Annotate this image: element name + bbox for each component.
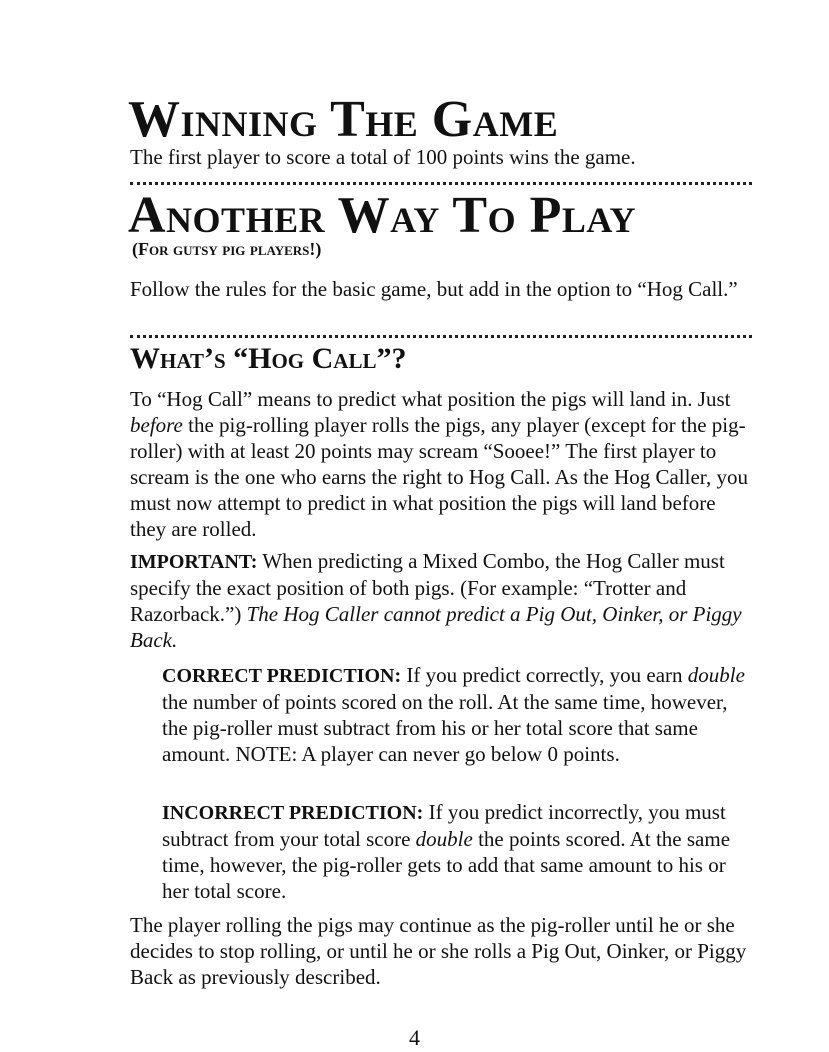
correct-prediction-paragraph: [162, 662, 752, 767]
important-text: When predicting a Mixed Combo, the Hog Caller must specify the exact position of both pigs. (For example: “Trotter and Razorback.”): [130, 549, 725, 626]
correct-prediction-label: CORRECT PREDICTION:: [162, 665, 402, 687]
another-way-subtitle: (For gutsy pig players!): [132, 239, 322, 259]
section-divider: [130, 182, 752, 185]
incorrect-prediction-paragraph: [162, 799, 752, 904]
hog-call-text: the pig-rolling player rolls the pigs, any player (except for the pig-roller) with at least 20 points may scream “Sooee!” The first player to scream is the one who earns the right to Hog Call. As the Hog Caller, you must now attempt to predict in what position the pigs will land before they are rolled.: [130, 413, 748, 541]
winning-body: The first player to score a total of 100 points wins the game.: [130, 145, 636, 169]
hog-call-text: To “Hog Call” means to predict what position the pigs will land in. Just: [130, 387, 731, 411]
hog-call-paragraph: [130, 386, 755, 542]
incorrect-prediction-emphasis: double: [415, 827, 473, 851]
incorrect-prediction-text: If you predict incorrectly, you must subtract from your total score: [162, 800, 726, 851]
incorrect-prediction-text: the points scored. At the same time, however, the pig-roller gets to add that same amount to his or her total score.: [162, 827, 731, 903]
winning-title: Winning The Game: [128, 91, 559, 148]
important-paragraph: [130, 548, 755, 653]
another-way-body: Follow the rules for the basic game, but add in the option to “Hog Call.”: [130, 277, 738, 301]
section-divider: [130, 335, 752, 338]
closing-paragraph: The player rolling the pigs may continue as the pig-roller until he or she decides to stop rolling, or until he or she rolls a Pig Out, Oinker, or Piggy Back as previously described.: [130, 913, 747, 989]
another-way-title: Another Way To Play: [128, 187, 637, 244]
hog-call-emphasis: before: [130, 413, 183, 437]
important-label: IMPORTANT:: [130, 551, 258, 573]
correct-prediction-text: the number of points scored on the roll. At the same time, however, the pig-roller must subtract from his or her total score that same amount. NOTE: A player can never go below 0 points.: [162, 690, 728, 766]
hog-call-title: What’s “Hog Call”?: [130, 342, 407, 375]
incorrect-prediction-label: INCORRECT PREDICTION:: [162, 802, 424, 824]
correct-prediction-text: If you predict correctly, you earn: [401, 663, 688, 687]
page-number: 4: [409, 1025, 420, 1050]
correct-prediction-emphasis: double: [687, 663, 745, 687]
important-emphasis: The Hog Caller cannot predict a Pig Out, Oinker, or Piggy Back.: [130, 602, 742, 652]
